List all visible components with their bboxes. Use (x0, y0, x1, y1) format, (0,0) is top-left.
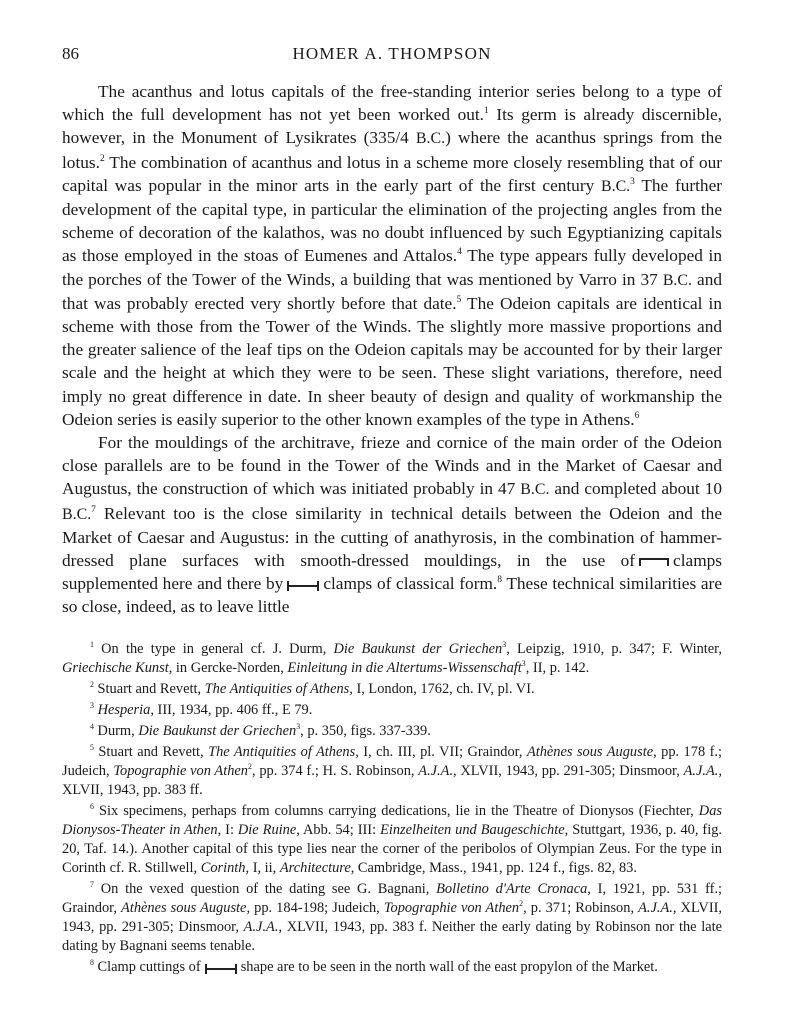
book-title: Griechische Kunst (62, 660, 169, 676)
text-run: , III, 1934, pp. 406 ff., E 79. (150, 702, 313, 718)
text-run: For the mouldings of the architrave, frieze and cornice of the main order of the Odeion close parallels are to be found in the Tower of the Winds and in the Market of Caesar and Augustus, the construction of which was initiated probably in 47 (62, 433, 722, 499)
text-run: These technical similarities are so close, indeed, as to leave little (62, 574, 722, 617)
footnote-number: 7 (90, 880, 94, 890)
footnote-ref: 5 (456, 295, 462, 306)
pi-clamp-icon (639, 558, 669, 566)
text-run: , II, p. 142. (525, 660, 590, 676)
text-run: , Abb. 54; III: (296, 822, 381, 838)
text-run: , XLVII, 1943, pp. 383 ff. (62, 763, 722, 798)
footnote-3 (62, 701, 722, 720)
book-title: Die Baukunst der Griechen (333, 641, 503, 657)
text-run: , XLVII, 1943, pp. 383 f. Neither the early dating by Robinson nor the late dating by Bagnani seems tenable. (62, 919, 722, 954)
text-run: The type appears fully developed in the porches of the Tower of the Winds, a building that was mentioned by Varro in 37 (62, 246, 722, 289)
edition-number: 3 (502, 640, 507, 650)
text-run: clamps supplemented here and there by (62, 551, 722, 594)
footnote-number: 8 (90, 958, 94, 968)
main-text (62, 80, 722, 619)
running-head: HOMER A. THOMPSON (292, 44, 492, 63)
page-header (62, 44, 722, 66)
edition-number: 2 (519, 899, 524, 909)
footnote-number: 2 (90, 680, 94, 690)
journal-title: Bolletino d'Arte Cronaca (436, 881, 588, 897)
footnote-ref: 1 (484, 106, 489, 117)
edition-number: 2 (248, 762, 252, 772)
text-run: On the type in general cf. J. Durm, (93, 641, 334, 657)
book-title: Athènes sous Auguste (121, 900, 247, 916)
text-run: The acanthus and lotus capitals of the free-standing interior series belong to a type of which the full development has not yet been worked out. (62, 82, 722, 125)
era-abbrev: B.C. (662, 271, 692, 289)
journal-title: A.J.A. (418, 763, 454, 779)
text-run: Clamp cuttings of (93, 959, 201, 975)
journal-title: A.J.A. (683, 763, 719, 779)
text-run: Stuart and Revett, (93, 681, 205, 697)
text-run: , XLVII, 1943, pp. 291-305; Dinsmoor, (453, 763, 684, 779)
book-title: Athènes sous Auguste (526, 744, 654, 760)
paragraph-capitals (62, 80, 722, 431)
footnote-ref: 3 (630, 177, 635, 188)
book-title: Corinth (200, 860, 246, 876)
footnote-number: 4 (90, 722, 94, 732)
book-title: The Antiquities of Athens (204, 681, 350, 697)
text-run: , in Gercke-Norden, (168, 660, 288, 676)
edition-number: 3 (521, 659, 526, 669)
text-run: , pp. 184-198; Judeich, (246, 900, 384, 916)
footnote-ref: 2 (99, 153, 105, 164)
journal-title: A.J.A. (638, 900, 673, 916)
text-run: , p. 350, figs. 337-339. (300, 723, 431, 739)
text-run: Relevant too is the close similarity in technical details between the Odeion and the Market of Caesar and Augustus: in the cutting of anathyrosis, in the combination of hammer-dressed plane surfaces with smooth-dressed mouldings, in the use of (62, 503, 722, 571)
era-abbrev: B.C. (415, 130, 446, 148)
text-run: clamps of classical form. (323, 574, 498, 594)
text-run: The combination of acanthus and lotus in a scheme more closely resembling that of our capital was popular in the minor arts in the early part of the first century (62, 152, 722, 195)
footnote-8 (62, 958, 722, 977)
footnote-number: 6 (90, 802, 94, 812)
text-run: , I, ii, (245, 860, 280, 876)
journal-title: A.J.A. (243, 919, 279, 935)
era-abbrev: B.C. (62, 505, 92, 523)
text-run: , Cambridge, Mass., 1941, pp. 124 f., figs. 82, 83. (350, 860, 637, 876)
text-run: , Leipzig, 1910, p. 347; F. Winter, (506, 641, 722, 657)
book-title: Die Baukunst der Griechen (138, 723, 297, 739)
text-run: and completed about 10 (549, 479, 722, 499)
book-title: The Antiquities of Athens (208, 744, 356, 760)
text-run: shape are to be seen in the north wall of the east propylon of the Market. (240, 959, 658, 975)
footnotes (62, 640, 722, 979)
footnote-number: 1 (90, 640, 94, 650)
text-run: and that was probably erected very shortly before that date. (62, 269, 723, 313)
text-run: Its germ is already discernible, however, in the Monument of Lysikrates (335/4 (62, 105, 722, 148)
text-run: , p. 371; Robinson, (523, 900, 639, 916)
double-t-clamp-icon (287, 581, 319, 589)
era-abbrev: B.C. (520, 481, 550, 499)
book-title: Einleitung in die Altertums-Wissenschaft (287, 660, 522, 676)
footnote-7 (62, 880, 722, 956)
footnote-4 (62, 722, 722, 741)
page-number: 86 (62, 44, 79, 63)
text-run: , I, ch. III, pl. VII; Graindor, (355, 744, 527, 760)
footnote-ref: 6 (634, 411, 640, 422)
text-run: , pp. 374 f.; H. S. Robinson, (251, 763, 419, 779)
text-run: Six specimens, perhaps from columns carrying dedications, lie in the Theatre of Dionysos (Fiechter, (93, 803, 699, 819)
double-t-clamp-icon (205, 964, 237, 972)
footnote-number: 5 (90, 743, 94, 753)
journal-title: Hesperia (97, 702, 151, 718)
footnote-5 (62, 743, 722, 800)
book-title: Das Dionysos-Theater in Athen (62, 803, 722, 838)
text-run: The further development of the capital type, in particular the elimination of the projecting angles from the scheme of decoration of the kalathos, was no doubt influenced by such Egyptianizing capitals as those employed in the stoas of Eumenes and Attalos. (62, 175, 722, 266)
text-run: , XLVII, 1943, pp. 291-305; Dinsmoor, (62, 900, 722, 935)
text-run: The Odeion capitals are identical in scheme with those from the Tower of the Winds. The slightly more massive proportions and the greater salience of the leaf tips on the Odeion capitals may be accounted for by their larger scale and the height at which they were to be seen. These slight variations, therefore, need imply no great difference in date. In sheer beauty of design and quality of workmanship the Odeion series is easily superior to the other known examples of the type in Athens. (62, 293, 722, 429)
footnote-ref: 7 (91, 504, 96, 515)
book-title: Einzelheiten und Baugeschichte (380, 822, 565, 838)
text-run: Stuart and Revett, (93, 744, 209, 760)
footnote-6 (62, 802, 722, 878)
footnote-number: 3 (90, 701, 94, 711)
book-title: Architecture (279, 860, 351, 876)
text-run: , I: (217, 822, 238, 838)
text-run: , I, London, 1762, ch. IV, pl. VI. (349, 681, 535, 697)
book-title: Topographie von Athen (383, 900, 520, 916)
footnote-1 (62, 640, 722, 678)
text-run: On the vexed question of the dating see G. Bagnani, (93, 881, 437, 897)
book-title: Topographie von Athen (113, 763, 248, 779)
text-run: , I, 1921, pp. 531 ff.; Graindor, (62, 881, 722, 916)
text-run: Durm, (93, 723, 139, 739)
text-run: ) where the acanthus springs from the lotus. (62, 128, 722, 172)
paragraph-mouldings (62, 431, 722, 619)
footnote-ref: 8 (497, 575, 502, 586)
footnote-ref: 4 (457, 247, 462, 258)
book-title: Die Ruine (237, 822, 297, 838)
edition-number: 3 (296, 722, 301, 732)
footnote-2 (62, 680, 722, 699)
era-abbrev: B.C. (600, 177, 631, 195)
text-run: , Stuttgart, 1936, p. 40, fig. 20, Taf. 14.). Another capital of this type lies near the corner of the peribolos of Olympian Zeus. For the type in Corinth cf. R. Stillwell, (62, 822, 722, 876)
text-run: , pp. 178 f.; Judeich, (62, 744, 722, 779)
